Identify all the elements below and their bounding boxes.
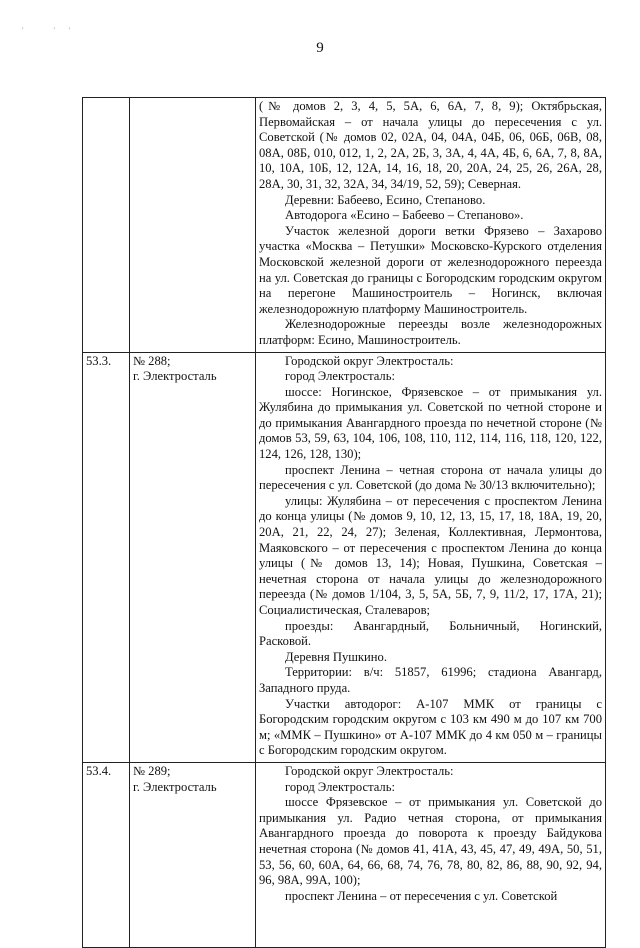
description-paragraph: Участок железной дороги ветки Фрязево – Захарово участка «Москва – Петушки» Московско-Курского отделения Московской железной дороги от железнодорожного переезда на ул. Советская до границы с Богородским городским округом на перегоне Машиностроитель – Ногинск, включая железнодорожную платформу Машиностроитель. [259,223,602,316]
description-paragraph: Участки автодорог: А-107 ММК от границы с Богородским городским округом с 103 км 490 м до 107 км 700 м; «ММК – Пушкино» от А-107 ММК до 4 км 050 м – границы с Богородским городским округом. [259,696,602,758]
description-paragraph: проспект Ленина – от пересечения с ул. Советской [285,888,558,903]
district-city: г. Электросталь [133,779,217,794]
district-number: № 289; [133,763,171,778]
description-paragraph: шоссе Фрязевское – от примыкания ул. Советской до примыкания ул. Радио четная сторона, от примыкания Авангардного проезда до поворота к проезду Байдукова нечетная сторона (№ домов 41, 41А, 43, 45, 47, 49, 49А, 50, 51, 53, 56, 60, 60А, 64, 66, 68, 74, 76, 78, 80, 82, 86, 88, 90, 92, 94, 96, 98А, 99А, 100); [259,795,602,888]
description-paragraph: Территории: в/ч: 51857, 61996; стадиона Авангард, Западного пруда. [259,665,602,695]
table-row [83,762,606,947]
district-cell [130,762,256,947]
description-paragraph: город Электросталь: [285,779,395,794]
description-cell [256,762,606,947]
description-paragraph: Деревня Пушкино. [285,649,387,664]
row-number [83,98,130,353]
description-cell [256,98,606,353]
description-paragraph: (№ домов 2, 3, 4, 5, 5А, 6, 6А, 7, 8, 9); Октябрьская, Первомайская – от начала улицы до пересечения с ул. Советской (№ домов 02, 02А, 04, 04А, 04Б, 06, 06Б, 06В, 08, 08А, 08Б, 010, 012, 1, 2, 2А, 2Б, 3, 3А, 4, 4А, 4Б, 6, 6А, 7, 8, 8А, 10, 10А, 10Б, 12, 12А, 14, 16, 18, 20, 20А, 24, 25, 26, 26А, 28, 28А, 30, 31, 32, 32А, 34, 34/19, 52, 59); Северная. [259,99,602,191]
description-paragraph: город Электросталь: [285,369,395,384]
description-paragraph: Городской округ Электросталь: [285,353,454,368]
description-paragraph: Автодорога «Есино – Бабеево – Степаново». [285,208,524,223]
row-number: 53.4. [83,762,130,947]
district-table [82,97,606,948]
description-paragraph: улицы: Жулябина – от пересечения с проспектом Ленина до конца улицы (№ домов 9, 10, 12, 13, 15, 17, 18, 18А, 19, 20, 20А, 21, 22, 24, 27); Зеленая, Коллективная, Лермонтова, Маяковского – от пересечения с проспектом Ленина до конца улицы (№ домов 13, 14); Новая, Пушкина, Советская – нечетная сторона от начала улицы до железнодорожного переезда (№ домов 1/104, 3, 5, 5А, 5Б, 7, 9, 11/2, 17, 17А, 21); Социалистическая, Сталеваров; [259,493,602,617]
page-number: 9 [316,40,324,56]
description-paragraph: Городской округ Электросталь: [285,763,454,778]
table-row [83,98,606,353]
district-number: № 288; [133,353,171,368]
district-cell [130,98,256,353]
scan-mark: ' '' [22,26,85,35]
description-paragraph: проезды: Авангардный, Больничный, Ногинский, Расковой. [259,618,602,649]
district-city: г. Электросталь [133,369,217,384]
description-cell [256,352,606,762]
description-paragraph: шоссе: Ногинское, Фрязевское – от примыкания ул. Жулябина до примыкания ул. Советской по четной стороне и до примыкания Авангардного проезда по нечетной стороне (№ домов 53, 59, 63, 104, 106, 108, 110, 112, 114, 116, 118, 120, 122, 124, 126, 128, 130); [259,384,602,462]
description-paragraph: Деревни: Бабеево, Есино, Степаново. [285,192,486,207]
row-number: 53.3. [83,352,130,762]
table-row [83,352,606,762]
description-paragraph: проспект Ленина – четная сторона от начала улицы до пересечения с ул. Советской (до дома № 30/13 включительно); [259,462,602,493]
district-cell [130,352,256,762]
description-paragraph: Железнодорожные переезды возле железнодорожных платформ: Есино, Машиностроитель. [259,317,602,347]
